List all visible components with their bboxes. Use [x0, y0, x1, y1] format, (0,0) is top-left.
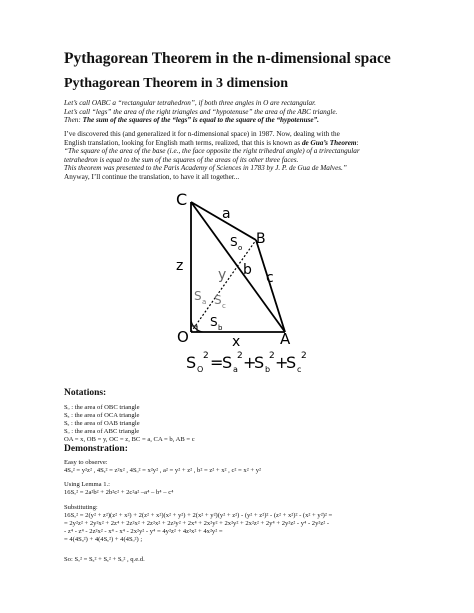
notation-line-4: Sₒ : the area of ABC triangle: [64, 428, 140, 435]
formula-sub3: b: [265, 365, 271, 374]
de-gua-formula: [186, 351, 307, 374]
edge-label-y: y: [218, 267, 227, 283]
easy-observe-block: [64, 459, 261, 475]
vertex-c: C: [176, 190, 188, 209]
intro-then: Then:: [64, 116, 81, 125]
demonstration-heading: Demonstration:: [64, 444, 128, 454]
intro-line-3: [64, 116, 424, 125]
formula-sub2: a: [233, 365, 238, 374]
intro-claim: The sum of the squares of the “legs” is equal to the square of the “hypotenuse”.: [82, 116, 319, 125]
formula-plus1: +: [243, 353, 257, 372]
history-paragraph: [64, 130, 424, 182]
face-sb-sub: b: [218, 324, 223, 332]
easy-equations: 4Sₐ² = y²z² , 4Sₑ² = z²x² , 4Sₒ² = x²y² , a² = y² + z² , b² = z² + x² , c² = x² + y²: [64, 467, 261, 474]
formula-plus2: +: [275, 353, 289, 372]
face-so-sub: o: [238, 244, 243, 252]
intro-line-2: Let’s call “legs” the area of the right triangles and “hypotenuse” the area of the ABC triangle.: [64, 107, 338, 116]
formula-sup3: 2: [269, 351, 275, 361]
intro-block: [64, 99, 424, 125]
face-sa-sub: a: [202, 298, 207, 306]
face-label-sc: [214, 293, 226, 310]
formula-s2: S: [222, 353, 233, 372]
notations-list: [64, 404, 195, 444]
conclusion-line: So: Sₒ² = Sₐ² + Sₑ² + Sₒ² , q.e.d.: [64, 556, 145, 563]
face-sc-sub: c: [222, 302, 226, 310]
edge-ba: [256, 240, 285, 332]
para-line-5: This theorem was presented to the Paris Academy of Sciences in 1783 by J. P. de Gua de Malves.”: [64, 164, 347, 173]
formula-sup4: 2: [301, 351, 307, 361]
subst-line-3: - z⁴ - z⁴ - 2z²x² - x⁴ - x⁴ - 2x²y² - y⁴ = 4y²z² + 4z²x² + 4x²y² =: [64, 528, 223, 535]
formula-sup2: 2: [237, 351, 243, 361]
edge-label-z: z: [176, 258, 184, 274]
page-title: Pythagorean Theorem in the n-dimensional space: [64, 50, 391, 67]
notation-line-1: Sₒ : the area of OBC triangle: [64, 404, 140, 411]
face-sa-s: S: [194, 289, 202, 303]
notation-line-2: Sₐ : the area of OCA triangle: [64, 412, 140, 419]
section-subtitle: Pythagorean Theorem in 3 dimension: [64, 76, 289, 91]
edge-label-b: b: [243, 262, 252, 278]
de-gua-theorem: de Gua’s Theorem: [301, 138, 357, 147]
para-line-2c: :: [356, 138, 359, 147]
lemma-block: [64, 481, 173, 497]
edge-ob: [191, 240, 256, 332]
subst-label: Substituting:: [64, 504, 98, 511]
face-label-sa: [194, 289, 206, 306]
formula-s1: S: [186, 353, 197, 372]
subst-line-1: 16Sₒ² = 2(y² + z²)(z² + x²) + 2(z² + x²)(x² + y²) + 2(x² + y²)(y² + z²) - (y² + z²)² - (z² + x²)² - (x² + y²)² =: [64, 512, 333, 519]
formula-sup1: 2: [203, 351, 209, 361]
lemma-label: Using Lemma 1.:: [64, 481, 110, 488]
edge-label-a: a: [222, 206, 231, 222]
face-so-s: S: [230, 235, 238, 249]
formula-s3: S: [254, 353, 265, 372]
face-label-sb: [210, 315, 223, 332]
notation-line-3: Sₑ : the area of OAB triangle: [64, 420, 140, 427]
para-line-2: [64, 139, 424, 148]
lemma-equation: 16Sₒ² = 2a²b² + 2b²c² + 2c²a² –a⁴ – b⁴ – c⁴: [64, 489, 174, 496]
para-line-1: I’ve discovered this (and generalized it for n-dimensional space) in 1987. Now, dealing with the: [64, 130, 340, 138]
substitution-block: [64, 504, 332, 544]
face-label-so: [230, 235, 242, 252]
vertex-o: O: [177, 328, 189, 346]
intro-line-1: Let’s call OABC a “rectangular tetrahedron”, if both three angles in O are rectangular.: [64, 99, 316, 107]
notation-line-5: OA = x, OB = y, OC = z, BC = a, CA = b, AB = c: [64, 436, 195, 443]
tetrahedron-figure: [0, 190, 474, 380]
easy-label: Easy to observe:: [64, 459, 108, 466]
edge-label-x: x: [232, 334, 241, 350]
vertex-b: B: [256, 231, 266, 247]
formula-sub4: c: [297, 365, 302, 374]
edge-label-c: c: [266, 270, 274, 286]
para-line-2a: English translation, looking for English math terms, realized, that this is known as: [64, 138, 302, 147]
para-line-6: Anyway, I’ll continue the translation, to have it all together...: [64, 172, 240, 181]
subst-line-4: = 4(4Sₐ²) + 4(4Sₑ²) + 4(4Sₒ²) ;: [64, 536, 143, 543]
formula-s4: S: [286, 353, 297, 372]
formula-eq: =: [210, 353, 224, 372]
vertex-a: A: [280, 330, 291, 348]
notations-heading: Notations:: [64, 388, 107, 398]
subst-line-2: = 2y²z² + 2y²x² + 2z⁴ + 2z²x² + 2z²x² + 2z²y² + 2x⁴ + 2x²y² + 2x²y² + 2x²z² + 2y⁴ + 2y²z² - y⁴ - 2y²z² -: [64, 520, 330, 527]
formula-sub1: O: [197, 365, 204, 374]
para-line-4: tetrahedron is equal to the sum of the squares of the areas of its other three faces.: [64, 155, 299, 164]
face-sb-s: S: [210, 315, 218, 329]
face-sc-s: S: [214, 293, 222, 307]
para-line-3: “The square of the area of the base (i.e., the face opposite the right trihedral angle) of a trirectangular: [64, 147, 360, 156]
